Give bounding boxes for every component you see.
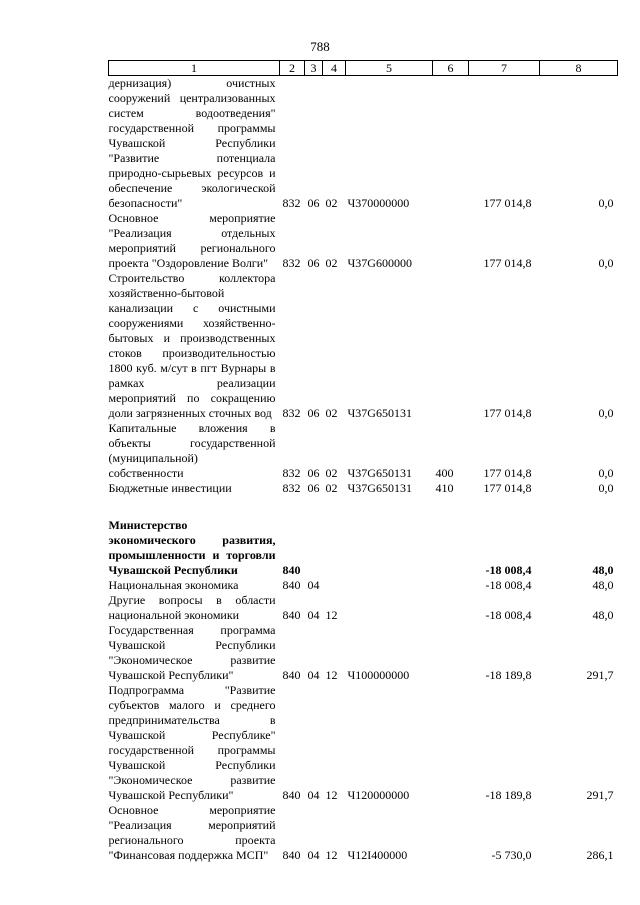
- row-sum: -18 008,4: [485, 608, 532, 622]
- row-vr: 400: [435, 466, 454, 480]
- row-pr: 12: [325, 608, 338, 622]
- row-grbs: 840: [282, 788, 301, 802]
- row-pr: 02: [325, 481, 338, 495]
- table-row: [109, 518, 618, 578]
- row-pct: 291,7: [586, 668, 614, 682]
- header-col-8: 8: [540, 61, 618, 76]
- row-pct: 48,0: [592, 578, 614, 592]
- row-grbs: 840: [282, 668, 301, 682]
- row-sum: 177 014,8: [483, 406, 532, 420]
- row-name: Основное мероприятие "Реализация отдельных мероприятий регионального проекта "Оздоровление Волги": [108, 211, 276, 270]
- row-name: Национальная экономика: [108, 578, 239, 592]
- row-vr: [433, 76, 469, 212]
- header-row: [109, 61, 618, 76]
- row-pr: 02: [325, 466, 338, 480]
- table-row: [109, 593, 618, 623]
- row-name: Государственная программа Чувашской Республики "Экономическое развитие Чувашской Республики": [108, 623, 276, 682]
- row-pct: 286,1: [586, 848, 614, 862]
- row-vr: [433, 623, 469, 683]
- row-grbs: 832: [282, 481, 301, 495]
- table-body: [109, 76, 618, 864]
- row-rz: 04: [307, 578, 320, 592]
- row-pr: 02: [325, 196, 338, 210]
- row-csr: Ч37G650131: [347, 481, 412, 495]
- row-csr: Ч100000000: [347, 668, 410, 682]
- row-rz: [305, 518, 323, 578]
- table-row: [109, 421, 618, 481]
- row-rz: 06: [307, 406, 320, 420]
- row-name: Строительство коллектора хозяйственно-бытовой канализации с очистными сооружениями хозяйственно-бытовых и производственных стоков производительностью 1800 куб. м/сут в пгт Вурнары в рамках реализации мероприятий по сокращению доли загрязненных сточных вод: [108, 271, 276, 420]
- row-pct: 0,0: [598, 406, 614, 420]
- row-name: Другие вопросы в области национальной экономики: [108, 593, 276, 622]
- row-pct: 0,0: [598, 481, 614, 495]
- budget-table: [108, 60, 618, 863]
- row-sum: 177 014,8: [483, 196, 532, 210]
- row-grbs: 840: [282, 563, 301, 577]
- row-rz: 06: [307, 481, 320, 495]
- table-row: [109, 76, 618, 212]
- row-grbs: 832: [282, 256, 301, 270]
- row-sum: 177 014,8: [483, 466, 532, 480]
- row-vr: [433, 683, 469, 803]
- row-pr: 12: [325, 848, 338, 862]
- row-rz: 06: [307, 466, 320, 480]
- row-pct: 48,0: [592, 608, 614, 622]
- row-sum: -18 008,4: [485, 563, 532, 577]
- row-vr: 410: [435, 481, 454, 495]
- row-sum: 177 014,8: [483, 256, 532, 270]
- row-sum: -18 008,4: [485, 578, 532, 592]
- row-vr: [433, 211, 469, 271]
- table-row: [109, 803, 618, 863]
- row-vr: [433, 271, 469, 421]
- row-spacer: [109, 496, 618, 518]
- row-rz: 04: [307, 668, 320, 682]
- row-csr: Ч370000000: [347, 196, 410, 210]
- row-rz: 04: [307, 788, 320, 802]
- row-csr: [346, 578, 433, 593]
- row-vr: [433, 803, 469, 863]
- row-csr: Ч37G650131: [347, 406, 412, 420]
- row-pct: 48,0: [592, 563, 614, 577]
- row-csr: Ч37G600000: [347, 256, 412, 270]
- row-pct: 291,7: [586, 788, 614, 802]
- row-pr: [323, 578, 346, 593]
- row-csr: Ч12I400000: [347, 848, 408, 862]
- row-grbs: 832: [282, 196, 301, 210]
- row-rz: 04: [307, 848, 320, 862]
- row-pct: 0,0: [598, 256, 614, 270]
- row-sum: -18 189,8: [485, 668, 532, 682]
- row-name: Капитальные вложения в объекты государственной (муниципальной) собственности: [108, 421, 276, 480]
- row-rz: 06: [307, 256, 320, 270]
- row-vr: [433, 578, 469, 593]
- row-vr: [433, 518, 469, 578]
- row-csr: Ч37G650131: [347, 466, 412, 480]
- row-grbs: 840: [282, 848, 301, 862]
- header-col-5: 5: [346, 61, 433, 76]
- row-csr: [346, 593, 433, 623]
- row-pr: 12: [325, 668, 338, 682]
- row-vr: [433, 593, 469, 623]
- row-pct: 0,0: [598, 466, 614, 480]
- row-grbs: 840: [282, 608, 301, 622]
- row-name: Подпрограмма "Развитие субъектов малого и среднего предпринимательства в Чувашской Республике" государственной программы Чувашской Республики "Экономическое развитие Чувашской Республики": [108, 683, 276, 802]
- row-sum: 177 014,8: [483, 481, 532, 495]
- header-col-3: 3: [305, 61, 323, 76]
- row-name: дернизация) очистных сооружений централизованных систем водоотведения" государственной программы Чувашской Республики "Развитие потенциала природно-сырьевых ресурсов и обеспечение экологической безопасности": [108, 76, 276, 210]
- table-row: [109, 683, 618, 803]
- row-pr: 02: [325, 406, 338, 420]
- row-rz: 06: [307, 196, 320, 210]
- row-name: Основное мероприятие "Реализация мероприятий регионального проекта "Финансовая поддержка МСП": [108, 803, 276, 862]
- header-col-6: 6: [433, 61, 469, 76]
- table-row: [109, 481, 618, 496]
- row-grbs: 840: [282, 578, 301, 592]
- header-col-7: 7: [469, 61, 540, 76]
- row-name: Бюджетные инвестиции: [108, 481, 232, 495]
- row-csr: Ч120000000: [347, 788, 410, 802]
- table-row: [109, 578, 618, 593]
- spacer-cell: [109, 496, 618, 518]
- page-number: 788: [310, 39, 330, 54]
- header-col-4: 4: [323, 61, 346, 76]
- row-pr: 02: [325, 256, 338, 270]
- table-row: [109, 211, 618, 271]
- header-col-1: 1: [109, 61, 280, 76]
- header-col-2: 2: [280, 61, 305, 76]
- table-row: [109, 271, 618, 421]
- row-sum: -5 730,0: [491, 848, 532, 862]
- row-name: Министерство экономического развития, промышленности и торговли Чувашской Республики: [108, 518, 276, 577]
- row-pr: 12: [325, 788, 338, 802]
- row-pr: [323, 518, 346, 578]
- table-row: [109, 623, 618, 683]
- row-rz: 04: [307, 608, 320, 622]
- row-grbs: 832: [282, 466, 301, 480]
- row-pct: 0,0: [598, 196, 614, 210]
- row-sum: -18 189,8: [485, 788, 532, 802]
- row-grbs: 832: [282, 406, 301, 420]
- row-csr: [346, 518, 433, 578]
